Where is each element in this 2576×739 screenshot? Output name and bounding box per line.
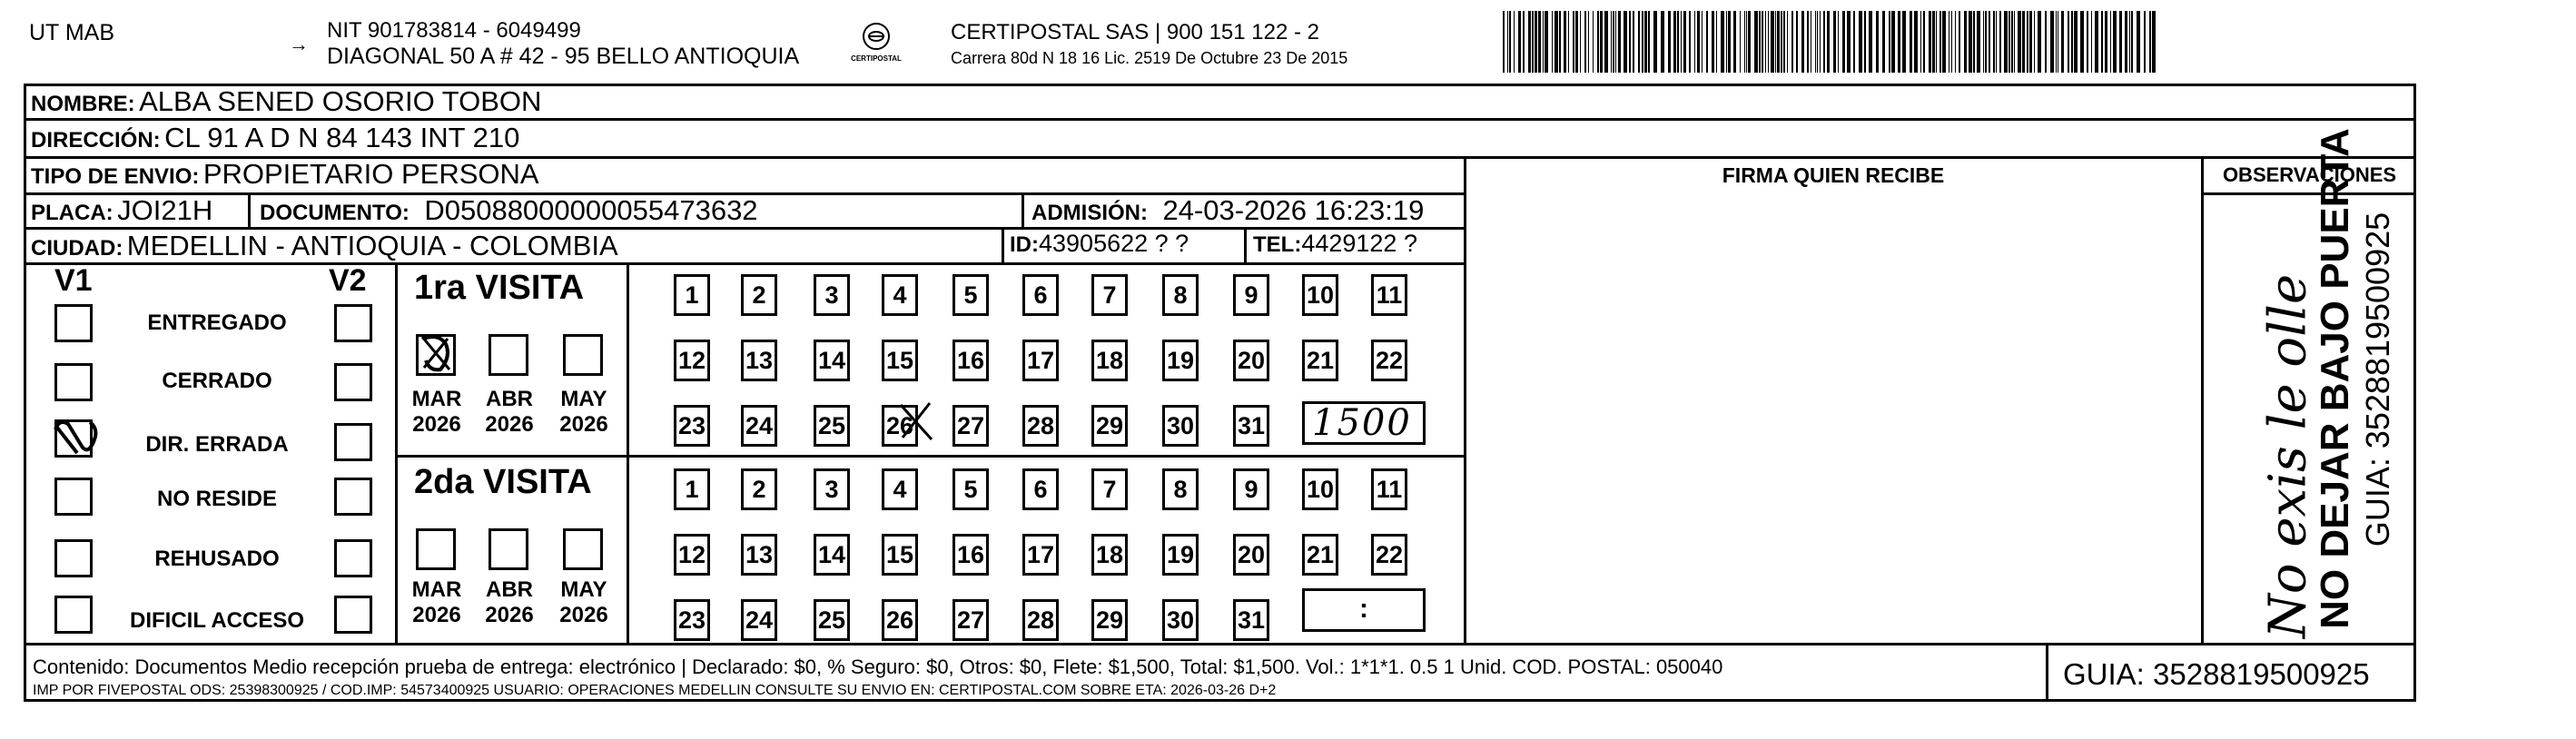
- visit1-day-24[interactable]: 24: [741, 405, 777, 447]
- visit2-month-abr-box[interactable]: [489, 528, 528, 570]
- visit2-day-1[interactable]: 1: [674, 468, 710, 510]
- visit2-day-20[interactable]: 20: [1233, 534, 1269, 576]
- barcode: [1503, 11, 2157, 73]
- visit2-day-10[interactable]: 10: [1302, 468, 1338, 510]
- ciudad-label: CIUDAD:: [31, 236, 123, 261]
- documento-cell: [260, 194, 758, 227]
- x-mark-icon: [413, 330, 459, 377]
- firma-label: FIRMA QUIEN RECIBE: [1722, 163, 1945, 187]
- visit1-day-23[interactable]: 23: [674, 405, 710, 447]
- id-value: 43905622 ? ?: [1039, 230, 1189, 257]
- visit1-day-17[interactable]: 17: [1022, 340, 1059, 381]
- v2-checkbox-cerrado[interactable]: [334, 363, 372, 401]
- visit2-month-abr: ABR 2026: [485, 577, 534, 627]
- placa-cell: [31, 194, 212, 227]
- certipostal-logo: [849, 20, 903, 67]
- visit2-day-17[interactable]: 17: [1022, 534, 1059, 576]
- tel-value: 4429122 ?: [1301, 230, 1417, 257]
- visit2-time: :: [1359, 594, 1368, 624]
- visit2-day-5[interactable]: 5: [952, 468, 989, 510]
- visit1-day-18[interactable]: 18: [1091, 340, 1128, 381]
- footer-guia: GUIA: 3528819500925: [2063, 657, 2370, 691]
- visit1-title: 1ra VISITA: [414, 269, 585, 307]
- visit1-month-abr: ABR 2026: [485, 387, 534, 437]
- visit1-day-9[interactable]: 9: [1233, 274, 1269, 316]
- visit1-day-6[interactable]: 6: [1022, 274, 1059, 316]
- visit1-day-25[interactable]: 25: [814, 405, 850, 447]
- visit2-day-29[interactable]: 29: [1091, 599, 1128, 641]
- visit1-day-19[interactable]: 19: [1162, 340, 1199, 381]
- logo-text: CERTIPOSTAL: [851, 54, 902, 63]
- nombre-row: [31, 85, 541, 118]
- visit1-day-3[interactable]: 3: [814, 274, 850, 316]
- day-26-crossed-icon: [893, 398, 939, 445]
- visit2-day-16[interactable]: 16: [952, 534, 989, 576]
- visit2-title: 2da VISITA: [414, 463, 592, 501]
- visit2-day-14[interactable]: 14: [814, 534, 850, 576]
- visit2-day-3[interactable]: 3: [814, 468, 850, 510]
- observaciones-handwritten: No exis le olle: [2258, 273, 2318, 639]
- admision-value: 24-03-2026 16:23:19: [1162, 194, 1425, 226]
- visit2-day-6[interactable]: 6: [1022, 468, 1059, 510]
- v2-checkbox-dir-errada[interactable]: [334, 423, 372, 461]
- v1-checkbox-dificil-acceso[interactable]: [54, 596, 93, 634]
- tel-label: TEL:: [1253, 232, 1302, 257]
- ciudad-value: MEDELLIN - ANTIOQUIA - COLOMBIA: [126, 230, 618, 261]
- visit2-day-7[interactable]: 7: [1091, 468, 1128, 510]
- visit1-day-16[interactable]: 16: [952, 340, 989, 381]
- v1-checkbox-entregado[interactable]: [54, 304, 93, 342]
- documento-value: D05088000000055473632: [424, 194, 758, 226]
- visit1-day-21[interactable]: 21: [1302, 340, 1338, 381]
- id-cell: [1010, 230, 1189, 258]
- visit2-day-12[interactable]: 12: [674, 534, 710, 576]
- admision-cell: [1031, 194, 1424, 227]
- visit1-month-mar-box[interactable]: [416, 334, 456, 376]
- id-label: ID:: [1010, 232, 1039, 257]
- visit2-day-28[interactable]: 28: [1022, 599, 1059, 641]
- admision-label: ADMISIÓN:: [1031, 201, 1148, 225]
- visit2-day-23[interactable]: 23: [674, 599, 710, 641]
- visit1-month-may-box[interactable]: [563, 334, 603, 376]
- v2-checkbox-entregado[interactable]: [334, 304, 372, 342]
- visit1-time-box[interactable]: [1302, 401, 1426, 445]
- visit2-day-30[interactable]: 30: [1162, 599, 1199, 641]
- arrow-icon: →: [289, 33, 309, 55]
- direccion-row: [31, 122, 519, 154]
- side-guia: GUIA: 3528819500925: [2359, 212, 2396, 547]
- visit1-day-1[interactable]: 1: [674, 274, 710, 316]
- v2-checkbox-rehusado[interactable]: [334, 539, 372, 577]
- visit1-day-28[interactable]: 28: [1022, 405, 1059, 447]
- visit2-day-11[interactable]: 11: [1371, 468, 1407, 510]
- visit1-day-5[interactable]: 5: [952, 274, 989, 316]
- visit1-day-13[interactable]: 13: [741, 340, 777, 381]
- visit1-month-mar: MAR 2026: [411, 387, 462, 437]
- visit1-day-2[interactable]: 2: [741, 274, 777, 316]
- footer-imp: IMP POR FIVEPOSTAL ODS: 25398300925 / COD.IMP: 54573400925 USUARIO: OPERACIONES MEDELLIN CONSULTE SU ENVIO EN: CERTIPOSTAL.COM SOBRE ETA: 2026-03-26 D+2: [33, 683, 1277, 698]
- status-dir-errada: DIR. ERRADA: [145, 432, 289, 457]
- visit2-day-9[interactable]: 9: [1233, 468, 1269, 510]
- documento-label: DOCUMENTO:: [260, 201, 410, 225]
- visit1-day-15[interactable]: 15: [882, 340, 918, 381]
- visit2-day-24[interactable]: 24: [741, 599, 777, 641]
- visit1-day-27[interactable]: 27: [952, 405, 989, 447]
- v1-checkbox-rehusado[interactable]: [54, 539, 93, 577]
- visit1-day-4[interactable]: 4: [882, 274, 918, 316]
- nombre-label: NOMBRE:: [31, 92, 135, 116]
- visit1-day-11[interactable]: 11: [1371, 274, 1407, 316]
- visit2-time-box[interactable]: [1302, 588, 1426, 632]
- footer-contenido: Contenido: Documentos Medio recepción prueba de entrega: electrónico | Declarado: $0, % Seguro: $0, Otros: $0, Flete: $1,500, Total: $1,500. Vol.: 1*1*1. 0.5 1 Unid. COD. POSTAL: 050040: [33, 655, 1723, 678]
- visit1-month-may: MAY 2026: [559, 387, 608, 437]
- visit2-day-25[interactable]: 25: [814, 599, 850, 641]
- visit2-day-22[interactable]: 22: [1371, 534, 1407, 576]
- visit1-month-abr-box[interactable]: [489, 334, 528, 376]
- v1-header: V1: [54, 263, 93, 298]
- visit1-time: 1500: [1312, 402, 1412, 444]
- nombre-value: ALBA SENED OSORIO TOBON: [139, 85, 542, 117]
- visit2-day-15[interactable]: 15: [882, 534, 918, 576]
- tipo-row: [31, 158, 539, 191]
- visit2-month-may-box[interactable]: [563, 528, 603, 570]
- visit2-month-may: MAY 2026: [559, 577, 608, 627]
- visit1-day-26[interactable]: 26: [882, 405, 918, 447]
- ciudad-cell: [31, 230, 618, 262]
- visit2-day-13[interactable]: 13: [741, 534, 777, 576]
- sender-nit: NIT 901783814 - 6049499: [327, 18, 581, 43]
- side-warning: NO DEJAR BAJO PUERTA: [2313, 128, 2357, 629]
- visit2-day-26[interactable]: 26: [882, 599, 918, 641]
- direccion-value: CL 91 A D N 84 143 INT 210: [164, 122, 520, 153]
- sender-name: UT MAB: [29, 20, 114, 45]
- visit1-day-14[interactable]: 14: [814, 340, 850, 381]
- status-entregado: ENTREGADO: [147, 310, 287, 335]
- tipo-value: PROPIETARIO PERSONA: [202, 158, 539, 190]
- tel-cell: [1253, 230, 1417, 258]
- visit1-day-22[interactable]: 22: [1371, 340, 1407, 381]
- v1-checkbox-no-reside[interactable]: [54, 478, 93, 516]
- direccion-label: DIRECCIÓN:: [31, 128, 161, 153]
- visit2-month-mar: MAR 2026: [411, 577, 462, 627]
- v1-checkbox-cerrado[interactable]: [54, 363, 93, 401]
- company-license: Carrera 80d N 18 16 Lic. 2519 De Octubre 23 De 2015: [951, 49, 1348, 67]
- visit2-day-19[interactable]: 19: [1162, 534, 1199, 576]
- observaciones-label: OBSERVACIONES: [2222, 163, 2397, 186]
- visit2-day-27[interactable]: 27: [952, 599, 989, 641]
- visit2-day-8[interactable]: 8: [1162, 468, 1199, 510]
- visit1-day-30[interactable]: 30: [1162, 405, 1199, 447]
- placa-value: JOI21H: [117, 194, 213, 226]
- status-no-reside: NO RESIDE: [156, 487, 278, 511]
- visit1-day-8[interactable]: 8: [1162, 274, 1199, 316]
- visit1-day-31[interactable]: 31: [1233, 405, 1269, 447]
- status-rehusado: REHUSADO: [154, 547, 280, 571]
- sender-address: DIAGONAL 50 A # 42 - 95 BELLO ANTIOQUIA: [327, 44, 800, 69]
- visit2-day-31[interactable]: 31: [1233, 599, 1269, 641]
- status-dificil-acceso: DIFICIL ACCESO: [129, 608, 304, 633]
- v2-header: V2: [329, 263, 367, 298]
- v2-checkbox-dificil-acceso[interactable]: [334, 596, 372, 634]
- visit2-day-2[interactable]: 2: [741, 468, 777, 510]
- v2-checkbox-no-reside[interactable]: [334, 478, 372, 516]
- visit1-day-7[interactable]: 7: [1091, 274, 1128, 316]
- visit2-month-mar-box[interactable]: [416, 528, 456, 570]
- company-name: CERTIPOSTAL SAS | 900 151 122 - 2: [951, 20, 1319, 44]
- placa-label: PLACA:: [31, 201, 114, 225]
- visit1-day-12[interactable]: 12: [674, 340, 710, 381]
- visit2-day-4[interactable]: 4: [882, 468, 918, 510]
- visit2-day-21[interactable]: 21: [1302, 534, 1338, 576]
- visit1-day-29[interactable]: 29: [1091, 405, 1128, 447]
- visit2-day-18[interactable]: 18: [1091, 534, 1128, 576]
- visit1-day-20[interactable]: 20: [1233, 340, 1269, 381]
- tipo-label: TIPO DE ENVIO:: [31, 164, 200, 189]
- visit1-day-10[interactable]: 10: [1302, 274, 1338, 316]
- v1-checkbox-dir-errada[interactable]: [54, 419, 93, 458]
- status-cerrado: CERRADO: [162, 369, 272, 393]
